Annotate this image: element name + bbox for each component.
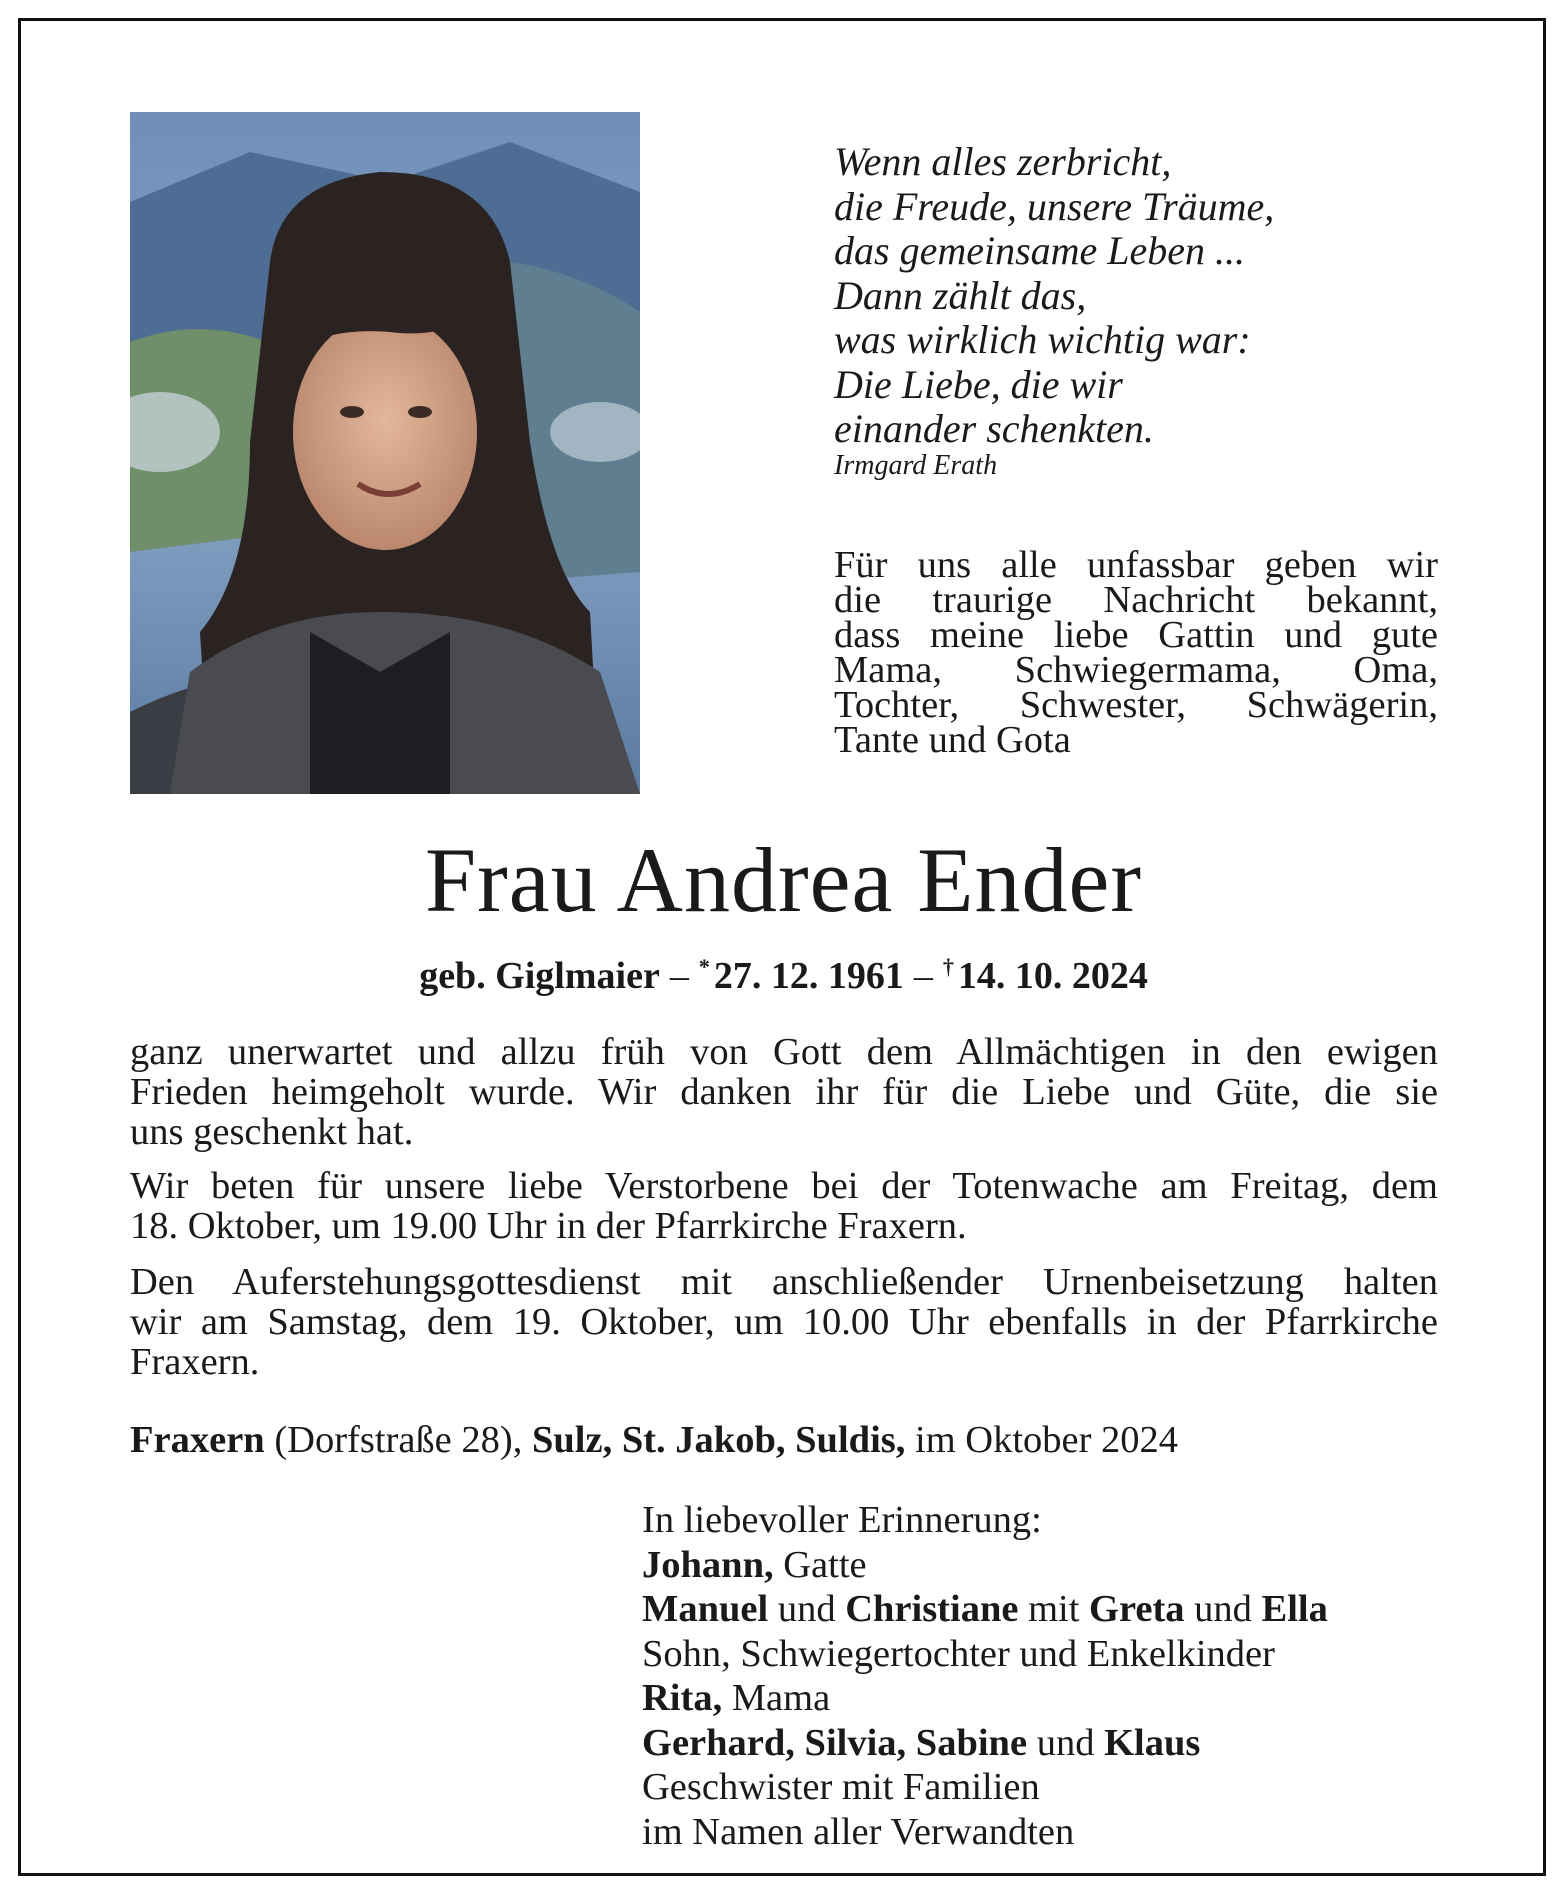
- death-symbol: †: [942, 954, 954, 979]
- poem-line: die Freude, unsere Träume,: [834, 183, 1275, 229]
- announcement-text: [834, 544, 1438, 761]
- portrait-photo: [130, 112, 640, 794]
- birth-symbol: *: [698, 954, 710, 979]
- dash: –: [913, 955, 933, 997]
- paragraph-service: [130, 1262, 1438, 1382]
- husband-name: Johann,: [642, 1543, 774, 1586]
- paragraph-passing: [130, 1032, 1438, 1152]
- daughter-in-law-name: Christiane: [845, 1588, 1019, 1630]
- grandchild-name: Greta: [1089, 1588, 1185, 1630]
- paragraph-line: wir am Samstag, dem 19. Oktober, um 10.00 Uhr ebenfalls in der Pfarrkirche: [130, 1301, 1438, 1343]
- paragraph-line: Fraxern.: [130, 1341, 260, 1383]
- birth-date: 27. 12. 1961: [713, 955, 904, 997]
- signers-intro: In liebevoller Erinnerung:: [642, 1499, 1042, 1541]
- poem-line: Dann zählt das,: [834, 272, 1087, 318]
- dash: –: [669, 955, 689, 997]
- announcement-line: die traurige Nachricht bekannt,: [834, 579, 1438, 621]
- signer-mother: [642, 1676, 1328, 1721]
- signer-children: Manuel und Christiane mit Greta und Ella: [642, 1588, 1328, 1630]
- paragraph-line: Den Auferstehungsgottesdienst mit anschließender Urnenbeisetzung halten: [130, 1261, 1438, 1303]
- place-town: Fraxern: [130, 1419, 265, 1461]
- children-role: Sohn, Schwiegertochter und Enkelkinder: [642, 1632, 1275, 1675]
- siblings-role: Geschwister mit Familien: [642, 1766, 1040, 1808]
- family-signatures: [642, 1498, 1328, 1854]
- signers-closing: im Namen aller Verwandten: [642, 1810, 1075, 1853]
- death-date: 14. 10. 2024: [957, 955, 1148, 997]
- poem-line: Die Liebe, die wir: [834, 361, 1123, 407]
- announcement-line: Tochter, Schwester, Schwägerin,: [834, 684, 1438, 726]
- memorial-poem: [834, 140, 1434, 452]
- place-and-date: [130, 1418, 1178, 1462]
- paragraph-line: uns geschenkt hat.: [130, 1111, 414, 1153]
- place-date: im Oktober 2024: [915, 1419, 1179, 1461]
- announcement-line: Tante und Gota: [834, 719, 1071, 761]
- poem-line: Wenn alles zerbricht,: [834, 139, 1172, 184]
- siblings-names: Gerhard, Silvia, Sabine: [642, 1721, 1028, 1764]
- maiden-name: geb. Giglmaier: [419, 955, 660, 997]
- poem-author: Irmgard Erath: [834, 450, 998, 481]
- announcement-line: Für uns alle unfassbar geben wir: [834, 544, 1438, 586]
- husband-role: Gatte: [783, 1543, 867, 1586]
- poem-line: das gemeinsame Leben ...: [834, 228, 1246, 273]
- announcement-line: dass meine liebe Gattin und gute: [834, 614, 1438, 656]
- sibling-name: Klaus: [1104, 1721, 1201, 1764]
- paragraph-line: ganz unerwartet und allzu früh von Gott dem Allmächtigen in den ewigen: [130, 1031, 1438, 1073]
- signer-siblings: Gerhard, Silvia, Sabine und Klaus: [642, 1721, 1201, 1764]
- paragraph-line: Wir beten für unsere liebe Verstorbene bei der Totenwache am Freitag, dem: [130, 1165, 1438, 1207]
- place-address: (Dorfstraße 28),: [274, 1419, 523, 1461]
- signer-husband: [642, 1543, 1328, 1588]
- place-others: Sulz, St. Jakob, Suldis,: [531, 1419, 906, 1461]
- poem-line: was wirklich wichtig war:: [834, 317, 1251, 362]
- poem-line: einander schenkten.: [834, 406, 1154, 451]
- grandchild-name: Ella: [1261, 1588, 1328, 1630]
- deceased-name: Frau Andrea Ender: [425, 829, 1142, 931]
- son-name: Manuel: [642, 1588, 769, 1630]
- paragraph-line: Frieden heimgeholt wurde. Wir danken ihr für die Liebe und Güte, die sie: [130, 1071, 1438, 1113]
- mother-name: Rita,: [642, 1677, 723, 1719]
- paragraph-wake: [130, 1166, 1438, 1246]
- mother-role: Mama: [731, 1677, 831, 1719]
- life-dates: [0, 954, 1567, 998]
- announcement-line: Mama, Schwiegermama, Oma,: [834, 649, 1438, 691]
- paragraph-line: 18. Oktober, um 19.00 Uhr in der Pfarrkirche Fraxern.: [130, 1205, 967, 1247]
